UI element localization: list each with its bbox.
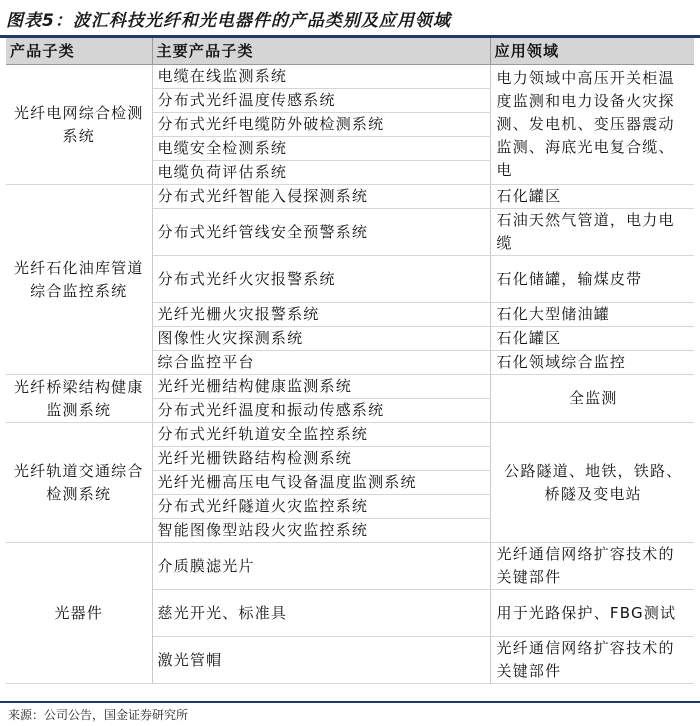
product-cell: 分布式光纤温度传感系统 xyxy=(152,89,490,113)
product-cell: 分布式光纤温度和振动传感系统 xyxy=(152,399,490,423)
product-cell: 分布式光纤管线安全预警系统 xyxy=(152,209,490,256)
category-cell: 光纤电网综合检测系统 xyxy=(6,65,152,185)
application-cell: 公路隧道、地铁，铁路、桥隧及变电站 xyxy=(490,423,694,543)
table-row xyxy=(6,423,694,447)
product-cell: 分布式光纤智能入侵探测系统 xyxy=(152,185,490,209)
header-application: 应用领域 xyxy=(490,38,694,65)
product-cell: 分布式光纤火灾报警系统 xyxy=(152,256,490,303)
application-cell: 石化大型储油罐 xyxy=(490,303,694,327)
product-cell: 光纤光栅结构健康监测系统 xyxy=(152,375,490,399)
title-bar xyxy=(0,0,700,38)
product-cell: 综合监控平台 xyxy=(152,351,490,375)
application-cell: 用于光路保护、FBG测试 xyxy=(490,590,694,637)
source-note: 来源：公司公告，国金证券研究所 xyxy=(0,701,700,726)
product-cell: 图像性火灾探测系统 xyxy=(152,327,490,351)
application-cell: 光纤通信网络扩容技术的关键部件 xyxy=(490,637,694,684)
application-cell: 光纤通信网络扩容技术的关键部件 xyxy=(490,543,694,590)
table-row xyxy=(6,543,694,590)
figure-title: 图表5：波汇科技光纤和光电器件的产品类别及应用领域 xyxy=(6,11,451,31)
product-cell: 分布式光纤隧道火灾监控系统 xyxy=(152,495,490,519)
product-cell: 分布式光纤轨道安全监控系统 xyxy=(152,423,490,447)
product-cell: 分布式光纤电缆防外破检测系统 xyxy=(152,113,490,137)
header-category: 产品子类 xyxy=(6,38,152,65)
product-cell: 电缆在线监测系统 xyxy=(152,65,490,89)
application-cell: 电力领域中高压开关柜温度监测和电力设备火灾探测、发电机、变压器震动监测、海底光电复合缆、电 xyxy=(490,65,694,185)
header-row xyxy=(6,38,694,65)
table-row xyxy=(6,185,694,209)
product-cell: 介质膜滤光片 xyxy=(152,543,490,590)
category-cell: 光纤轨道交通综合检测系统 xyxy=(6,423,152,543)
application-cell: 石化罐区 xyxy=(490,327,694,351)
category-cell: 光纤桥梁结构健康监测系统 xyxy=(6,375,152,423)
application-cell: 石化储罐，输煤皮带 xyxy=(490,256,694,303)
header-products: 主要产品子类 xyxy=(152,38,490,65)
product-table xyxy=(6,38,694,684)
category-cell: 光器件 xyxy=(6,543,152,684)
product-cell: 激光管帽 xyxy=(152,637,490,684)
product-cell: 电缆安全检测系统 xyxy=(152,137,490,161)
product-cell: 光纤光栅火灾报警系统 xyxy=(152,303,490,327)
application-cell: 全监测 xyxy=(490,375,694,423)
product-cell: 智能图像型站段火灾监控系统 xyxy=(152,519,490,543)
product-cell: 光纤光栅铁路结构检测系统 xyxy=(152,447,490,471)
product-cell: 电缆负荷评估系统 xyxy=(152,161,490,185)
product-cell: 光纤光栅高压电气设备温度监测系统 xyxy=(152,471,490,495)
table-row xyxy=(6,65,694,89)
application-cell: 石化领域综合监控 xyxy=(490,351,694,375)
category-cell: 光纤石化油库管道综合监控系统 xyxy=(6,185,152,375)
application-cell: 石化罐区 xyxy=(490,185,694,209)
product-cell: 慈光开光、标准具 xyxy=(152,590,490,637)
application-cell: 石油天然气管道，电力电缆 xyxy=(490,209,694,256)
table-row xyxy=(6,375,694,399)
